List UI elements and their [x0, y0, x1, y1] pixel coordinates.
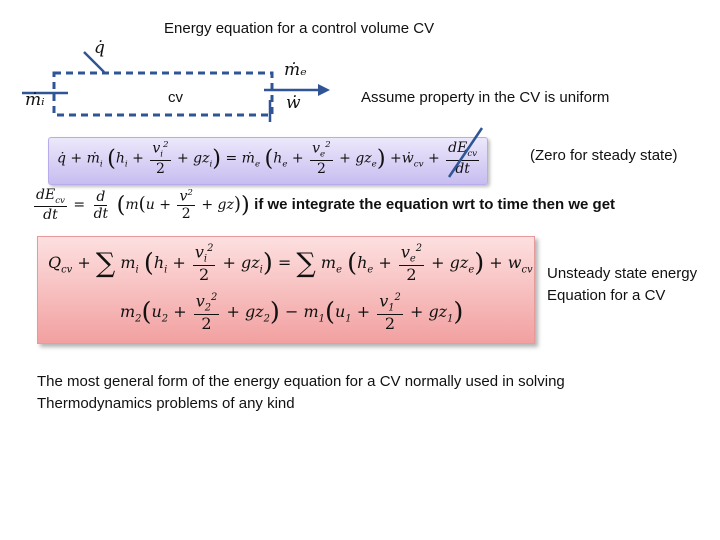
exit-arrow-head [318, 84, 330, 96]
rate-energy-equation: q̇ + ṁ$_i$ ($h_i$ + $\frac{v_i^2}{2}$ + $gz_i$) = ṁ$_e$ ($h_e$ + $\frac{v_e^2}{2}$ + $gz_e$) +ẇ$_{cv}$ + $\frac{dE_{cv}}{dt}$ [57, 140, 478, 178]
heat-rate-label: q̇ [94, 38, 105, 58]
general-form-description: The most general form of the energy equation for a CV normally used in solving Thermodynamics problems of any kind [37, 373, 565, 412]
assumption-text: Assume property in the CV is uniform [361, 89, 610, 106]
control-volume-boundary [54, 73, 272, 115]
integrated-energy-equation-line1: $Q_{cv}$ + ∑ $m_i$ ($h_i$ + $\frac{v_i^2}{2}$ + $gz_i$) = ∑ $m_e$ ($h_e$ + $\frac{v_e^2}{2}$ + $gz_e) + w_{cv}$ [48, 242, 533, 285]
unsteady-note-line1: Unsteady state energy [547, 265, 698, 282]
mass-outflow-label: ṁₑ [284, 60, 307, 80]
energy-derivative-equation: $\frac{dE_{cv}}{dt}$ = $\frac{d}{dt}$ (m(u + $\frac{v^2}{2}$ + gz)) if we integrate the equation wrt to time then we get [36, 187, 616, 224]
mass-inflow-label: ṁᵢ [25, 90, 45, 110]
unsteady-note-line2: Equation for a CV [547, 287, 666, 304]
page-title: Energy equation for a control volume CV [164, 20, 435, 37]
work-rate-label: ẇ [286, 93, 301, 113]
steady-state-note: (Zero for steady state) [530, 147, 678, 164]
integrated-energy-equation-line2: $m_2(u_2$ + $\frac{v_2^2}{2}$ + $gz_2) - m_1(u_1$ + $\frac{v_1^2}{2}$ + $gz_1$) [120, 291, 464, 334]
control-volume-diagram [0, 0, 720, 130]
cv-label: cv [168, 89, 183, 106]
unsteady-state-note [547, 263, 697, 307]
strike-through-line [445, 125, 485, 180]
integrate-text: if we integrate the equation wrt to time then we get [254, 196, 616, 214]
